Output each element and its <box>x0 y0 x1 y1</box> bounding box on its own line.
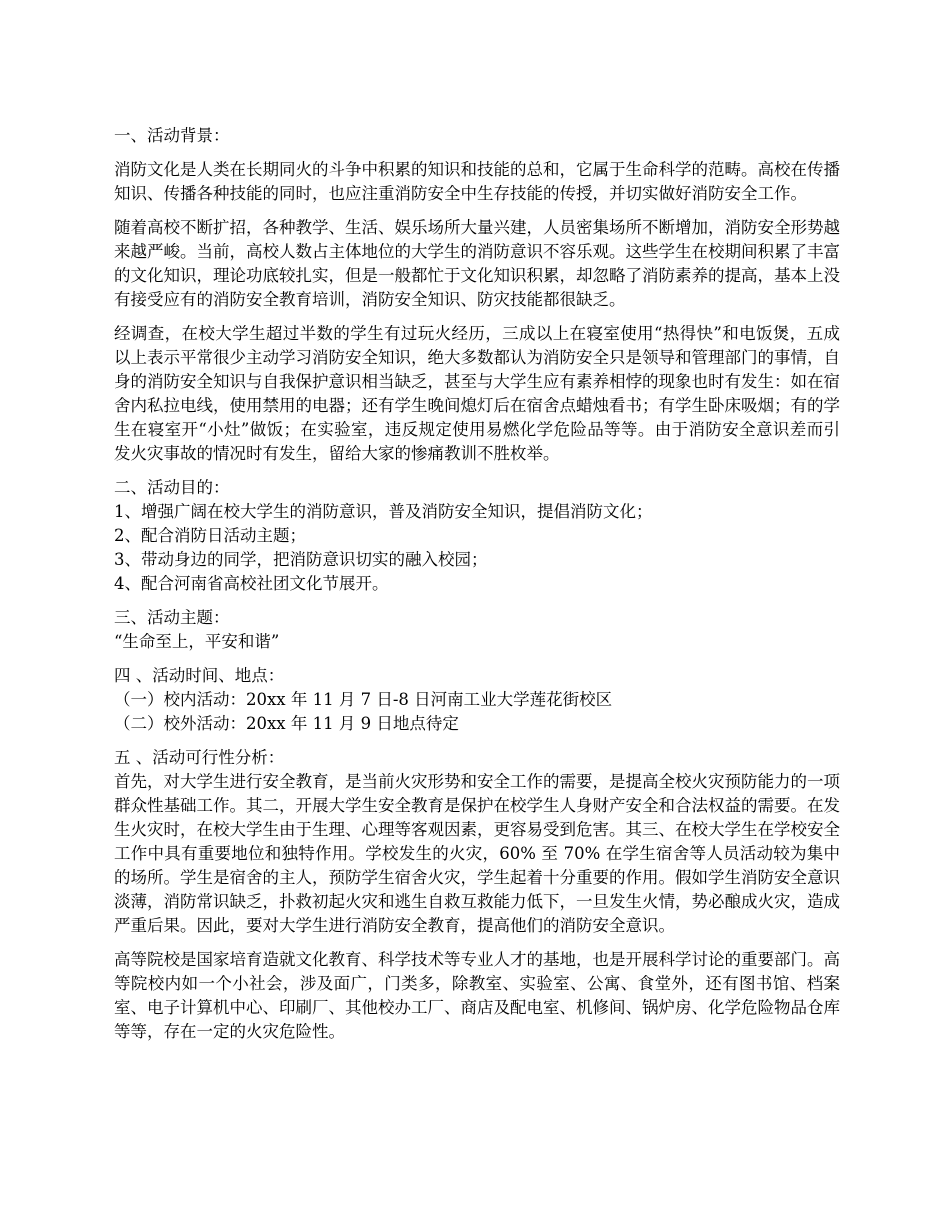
section-time-place <box>114 664 840 736</box>
list-item: 3、带动身边的同学，把消防意识切实的融入校园； <box>114 550 488 569</box>
paragraph: 首先，对大学生进行安全教育，是当前火灾形势和安全工作的需要，是提高全校火灾预防能力的一项群众性基础工作。其二，开展大学生安全教育是保护在校学生人身财产安全和合法权益的需要。在发生火灾时，在校大学生由于生理、心理等客观因素，更容易受到危害。其三、在校大学生在学校安全工作中具有重要地位和独特作用。学校发生的火灾，60% 至 70% 在学生宿舍等人员活动较为集中的场所。学生是宿舍的主人，预防学生宿舍火灾，学生起着十分重要的作用。假如学生消防安全意识淡薄，消防常识缺乏，扑救初起火灾和逃生自救互救能力低下，一旦发生火情，势必酿成火灾，造成严重后果。因此，要对大学生进行消防安全教育，提高他们的消防安全意识。 <box>114 772 840 935</box>
section-purpose <box>114 476 840 596</box>
paragraph: 高等院校是国家培育造就文化教育、科学技术等专业人才的基地，也是开展科学讨论的重要部门。高等院校内如一个小社会，涉及面广，门类多，除教室、实验室、公寓、食堂外，还有图书馆、档案室、电子计算机中心、印刷厂、其他校办工厂、商店及配电室、机修间、锅炉房、化学危险物品仓库等等，存在一定的火灾危险性。 <box>114 950 840 1041</box>
section-background <box>114 124 840 148</box>
section-heading: 一、活动背景： <box>114 126 230 145</box>
list-item: 1、增强广阔在校大学生的消防意识，普及消防安全知识，提倡消防文化； <box>114 502 653 521</box>
theme-slogan: “生命至上，平安和谐” <box>114 632 280 651</box>
section-theme <box>114 606 840 654</box>
paragraph: 随着高校不断扩招，各种教学、生活、娱乐场所大量兴建，人员密集场所不断增加，消防安全形势越来越严峻。当前，高校人数占主体地位的大学生的消防意识不容乐观。这些学生在校期间积累了丰富的文化知识，理论功底较扎实，但是一般都忙于文化知识积累，却忽略了消防素养的提高，基本上没有接受应有的消防安全教育培训，消防安全知识、防灾技能都很缺乏。 <box>114 218 840 309</box>
paragraph: 经调查，在校大学生超过半数的学生有过玩火经历，三成以上在寝室使用“热得快”和电饭煲，五成以上表示平常很少主动学习消防安全知识，绝大多数都认为消防安全只是领导和管理部门的事情，自身的消防安全知识与自我保护意识相当缺乏，甚至与大学生应有素养相悖的现象也时有发生：如在宿舍内私拉电线，使用禁用的电器；还有学生晚间熄灯后在宿舍点蜡烛看书；有学生卧床吸烟；有的学生在寝室开“小灶”做饭；在实验室，违反规定使用易燃化学危险品等等。由于消防安全意识差而引发火灾事故的情况时有发生，留给大家的惨痛教训不胜枚举。 <box>114 324 840 463</box>
section-feasibility <box>114 746 840 770</box>
section-heading: 三、活动主题： <box>114 608 230 627</box>
list-item: 4、配合河南省高校社团文化节展开。 <box>114 574 389 593</box>
section-heading: 二、活动目的： <box>114 478 230 497</box>
section-heading: 五 、活动可行性分析： <box>114 748 285 767</box>
list-item: （二）校外活动：20xx 年 11 月 9 日地点待定 <box>114 714 459 733</box>
list-item: （一）校内活动：20xx 年 11 月 7 日-8 日河南工业大学莲花街校区 <box>114 690 613 709</box>
document-page <box>114 124 840 1054</box>
paragraph: 消防文化是人类在长期同火的斗争中积累的知识和技能的总和，它属于生命科学的范畴。高校在传播知识、传播各种技能的同时，也应注重消防安全中生存技能的传授，并切实做好消防安全工作。 <box>114 160 840 203</box>
list-item: 2、配合消防日活动主题； <box>114 526 306 545</box>
section-heading: 四 、活动时间、地点： <box>114 666 285 685</box>
